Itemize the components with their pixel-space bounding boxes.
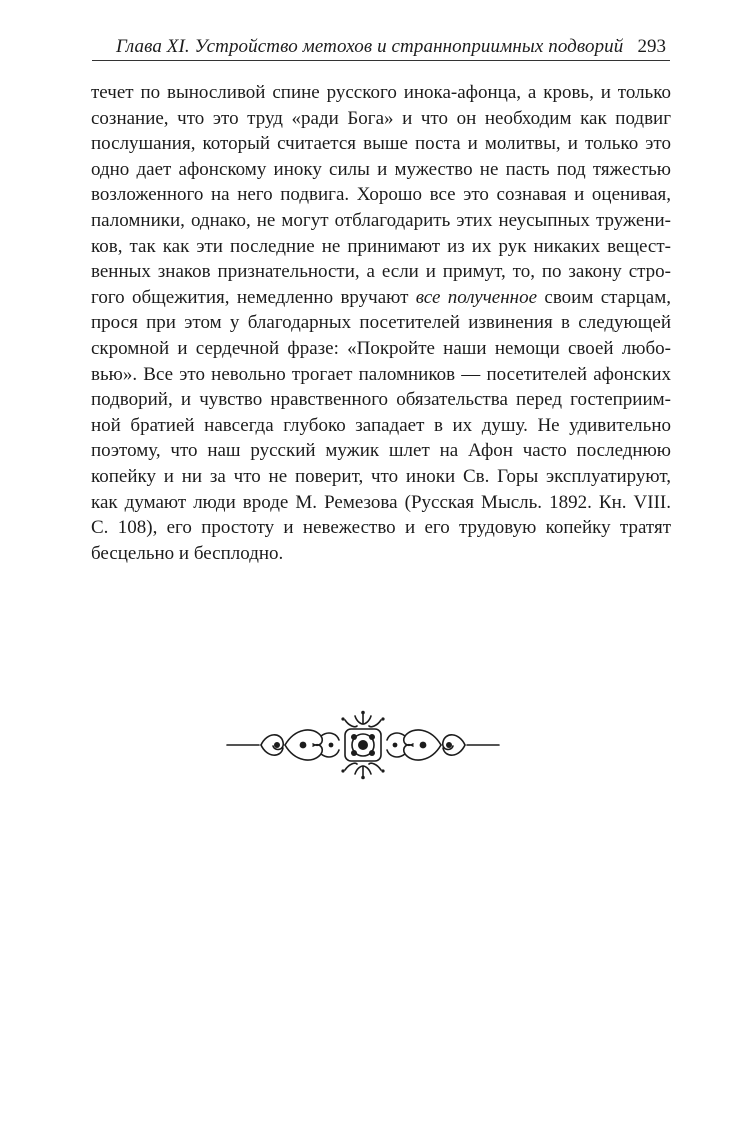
running-title: Глава XI. Устройство метохов и странноприимных подворий [116,36,624,57]
text-line: поэтому, что наш русский мужик шлет на Афон часто последнюю [91,440,671,462]
text-line: возложенного на него подвига. Хорошо все это сознавая и оценивая, [91,184,671,206]
text-line: венных знаков признательности, а если и примут, то, по закону стро- [91,261,671,283]
page-number: 293 [637,36,666,57]
text-segment: гого общежития, немедленно вручают [91,286,416,308]
text-line: прося при этом у благодарных посетителей извинения в следующей [91,312,671,334]
text-line: паломники, однако, не могут отблагодарить этих неусыпных тружени- [91,209,671,231]
emphasis-text: все полученное [415,286,538,308]
text-line: вью». Все это невольно трогает паломников — посетителей афонских [91,363,671,385]
running-header [92,34,670,61]
text-line: С. 108), его простоту и невежество и его трудовую копейку тратят [91,517,671,539]
text-line: скромной и сердечной фразе: «Покройте наши немощи своей любо- [91,337,671,359]
text-line: бесцельно и бесплодно. [91,542,284,564]
text-line: ной братией навсегда глубоко западает в их душу. Не удивительно [91,414,671,436]
text-line-with-emphasis [91,285,671,311]
text-line: копейку и ни за что не поверит, что иноки Св. Горы эксплуатируют, [91,465,671,487]
text-line: послушания, который считается выше поста и молитвы, и только это [91,133,671,155]
text-line: одно дает афонскому иноку силы и мужество не пасть под тяжестью [91,158,671,180]
text-line: течет по выносливой спине русского инока-афонца, а кровь, и только [91,82,671,103]
body-text [91,80,671,566]
text-line: ков, так как эти последние не принимают из их рук никаких вещест- [91,235,671,257]
floral-vignette-icon [225,710,501,780]
text-line: подворий, и чувство нравственного обязательства перед гостеприим- [91,389,671,411]
text-segment: своим старцам, [537,286,672,308]
text-line: как думают люди вроде М. Ремезова (Русская Мысль. 1892. Кн. VIII. [91,491,671,513]
text-line: сознание, что это труд «ради Бога» и что он необходим как подвиг [91,107,671,129]
